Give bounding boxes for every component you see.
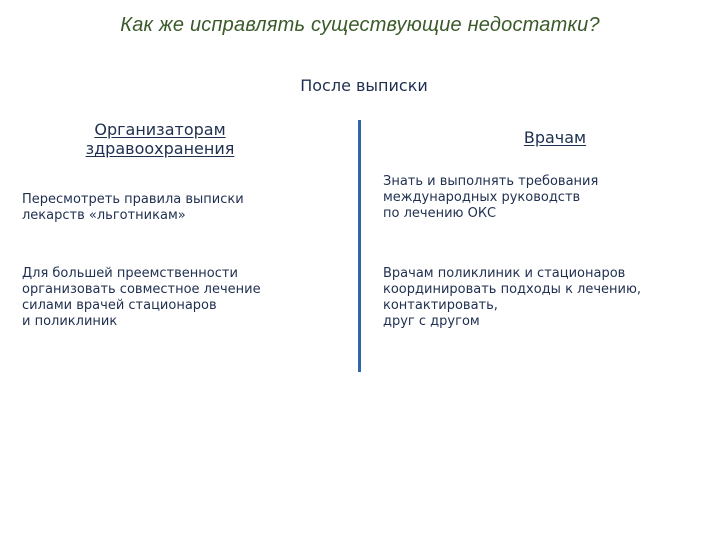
column-divider	[358, 120, 361, 372]
right-item-2-line: друг с другом	[383, 314, 480, 329]
left-item-1	[22, 192, 244, 224]
slide-title: Как же исправлять существующие недостатки?	[120, 14, 600, 36]
left-column-heading	[30, 120, 290, 158]
left-item-2-line: и поликлиник	[22, 314, 118, 329]
section-subtitle: После выписки	[300, 76, 428, 95]
left-item-2-line: Для большей преемственности	[22, 266, 238, 281]
right-item-2-line: контактировать,	[383, 298, 498, 313]
right-column-heading	[470, 128, 640, 147]
left-heading-line-2: здравоохранения	[85, 139, 235, 158]
right-item-2-line: координировать подходы к лечению,	[383, 282, 642, 297]
left-item-2-line: силами врачей стационаров	[22, 298, 217, 313]
left-item-1-line: Пересмотреть правила выписки	[22, 192, 244, 207]
right-item-1-line: по лечению ОКС	[383, 206, 497, 221]
left-heading-line-1: Организаторам	[94, 120, 226, 139]
left-item-1-line: лекарств «льготникам»	[22, 208, 186, 223]
right-item-2-line: Врачам поликлиник и стационаров	[383, 266, 626, 281]
right-item-1-line: Знать и выполнять требования	[383, 174, 599, 189]
left-item-2	[22, 266, 261, 330]
right-item-1	[383, 174, 598, 222]
right-item-1-line: международных руководств	[383, 190, 581, 205]
left-item-2-line: организовать совместное лечение	[22, 282, 261, 297]
right-heading-text: Врачам	[523, 128, 587, 147]
right-item-2	[383, 266, 641, 330]
